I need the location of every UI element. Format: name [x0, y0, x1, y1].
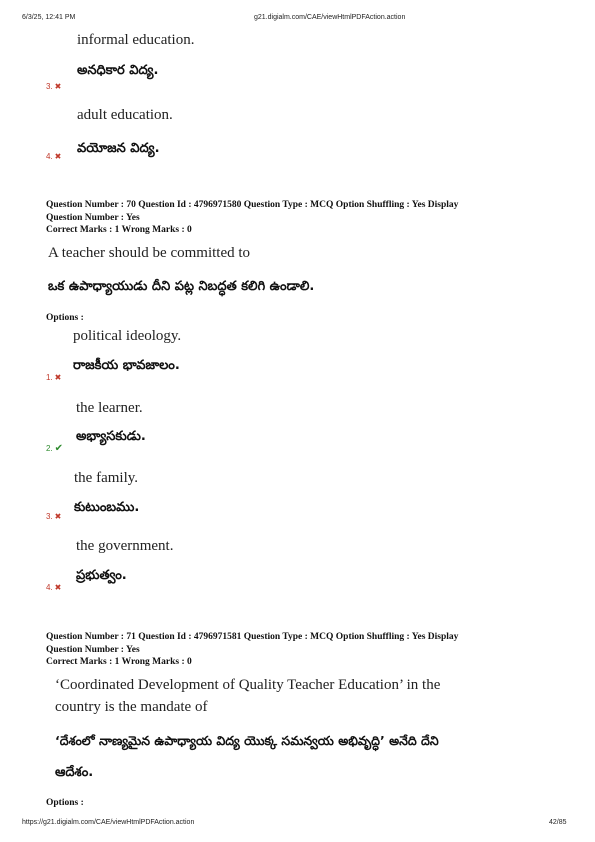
option-3-number: 3. ✖ [46, 82, 62, 91]
option-4-telugu: వయోజన విద్య. [77, 141, 160, 156]
q70-option-1-number: 1. ✖ [46, 373, 62, 382]
header-url: g21.digialm.com/CAE/viewHtmlPDFAction.action [254, 14, 406, 21]
correct-check-icon: ✔ [54, 443, 64, 454]
q70-option-1-telugu: రాజకీయ భావజాలం. [73, 358, 180, 373]
option-4-number: 4. ✖ [46, 152, 62, 161]
q70-option-1-english: political ideology. [73, 328, 182, 344]
option-3-telugu: అనధికార విద్య. [77, 63, 159, 78]
question-71-meta-line1: Question Number : 71 Question Id : 4796971581 Question Type : MCQ Option Shuffling : Yes Display [46, 632, 459, 642]
q70-option-3-telugu: కుటుంబము. [74, 500, 140, 515]
question-70-options-label: Options : [46, 313, 84, 323]
wrong-icon: ✖ [54, 512, 62, 521]
question-71-text-english-line2: country is the mandate of [55, 699, 208, 715]
question-70-meta [46, 199, 458, 237]
question-71-text-telugu-line1: ‘దేశంలో నాణ్యమైన ఉపాధ్యాయ విద్య యొక్క సమన్వయ అభివృద్ధి’ అనేది దేని [55, 733, 439, 748]
q70-option-2-number: 2. ✔ [46, 443, 64, 454]
question-71-meta-line3: Correct Marks : 1 Wrong Marks : 0 [46, 657, 192, 667]
wrong-icon: ✖ [54, 583, 62, 592]
question-71-text-english-line1: ‘Coordinated Development of Quality Teacher Education’ in the [55, 677, 441, 693]
question-70-meta-line2: Question Number : Yes [46, 212, 140, 223]
q70-option-3-number: 3. ✖ [46, 512, 62, 521]
question-70-text-telugu: ఒక ఉపాధ్యాయుడు దీని పట్ల నిబద్ధత కలిగి ఉండాలి. [48, 279, 315, 294]
question-71-text-telugu-line2: ఆదేశం. [55, 765, 94, 780]
question-70-text-english: A teacher should be committed to [48, 245, 251, 261]
q70-option-4-number: 4. ✖ [46, 583, 62, 592]
header-datetime: 6/3/25, 12:41 PM [22, 14, 76, 21]
question-70-meta-line3: Correct Marks : 1 Wrong Marks : 0 [46, 225, 192, 235]
question-70-meta-line1: Question Number : 70 Question Id : 4796971580 Question Type : MCQ Option Shuffling : Yes Display [46, 200, 459, 210]
question-71-meta [46, 631, 458, 669]
q70-option-2-telugu: అభ్యాసకుడు. [76, 429, 146, 444]
q70-option-3-english: the family. [74, 470, 139, 486]
q70-option-4-telugu: ప్రభుత్వం. [76, 568, 127, 583]
q70-option-4-english: the government. [76, 538, 174, 554]
footer-page-number: 42/85 [549, 819, 567, 826]
footer-url: https://g21.digialm.com/CAE/viewHtmlPDFAction.action [22, 819, 195, 826]
q70-option-2-english: the learner. [76, 400, 143, 416]
option-4-english: adult education. [77, 107, 173, 123]
wrong-icon: ✖ [54, 152, 62, 161]
wrong-icon: ✖ [54, 82, 62, 91]
option-3-english: informal education. [77, 32, 195, 48]
wrong-icon: ✖ [54, 373, 62, 382]
question-71-meta-line2: Question Number : Yes [46, 644, 140, 655]
question-71-options-label: Options : [46, 798, 84, 808]
